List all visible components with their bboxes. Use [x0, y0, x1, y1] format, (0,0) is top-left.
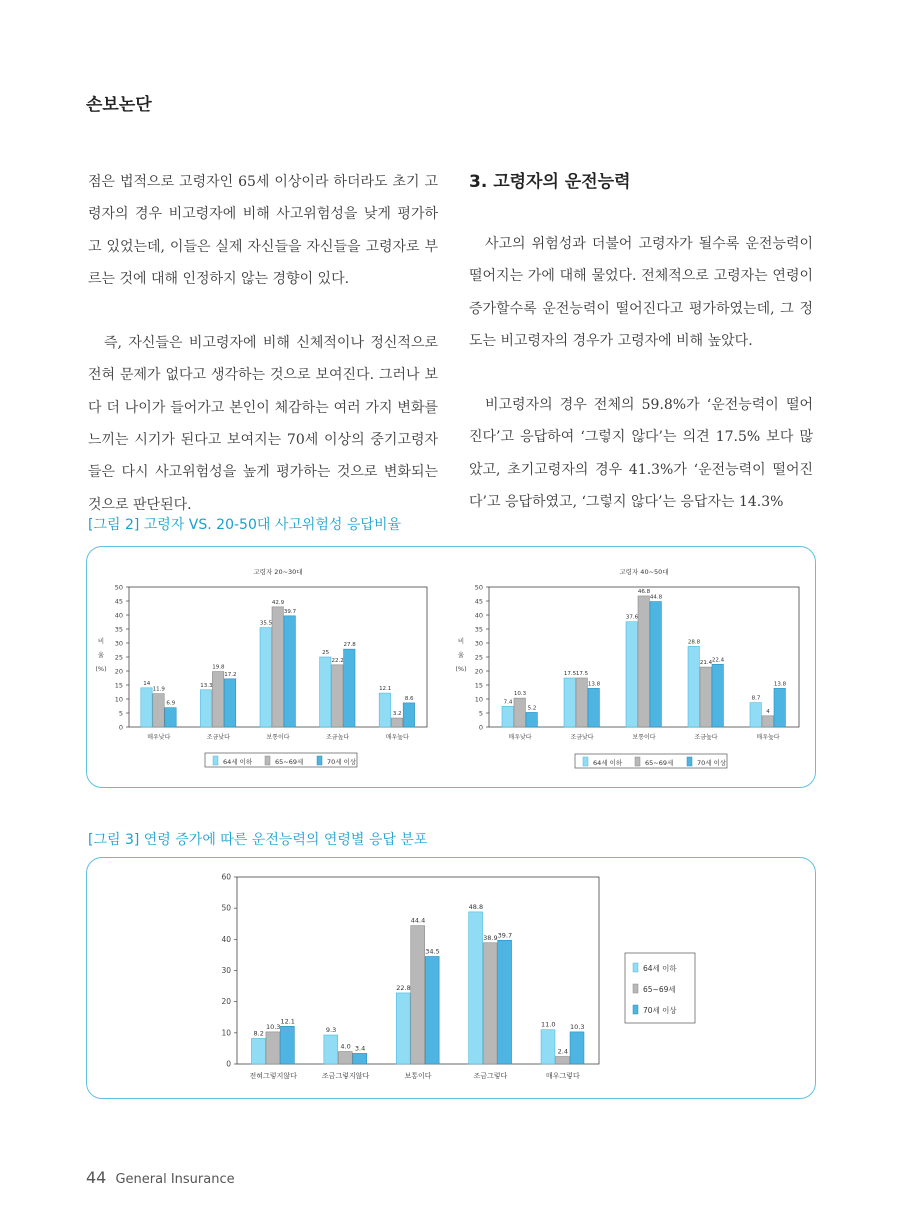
paragraph: 즉, 자신들은 비고령자에 비해 신체적이나 정신적으로 전혀 문제가 없다고 생각하는 것으로 보여진다. 그러나 보다 더 나이가 들어가고 본인이 체감하는 여러 가지 변화를 느끼는 시기가 된다고 보여지는 70세 이상의 중기고령자들은 다시 사고위험성을 높게 평가하는 것으로 변화되는 것으로 판단된다. — [88, 335, 438, 513]
data-label: 21.4 — [699, 660, 713, 667]
bar — [353, 1053, 367, 1064]
section-title: 3. 고령자의 운전능력 — [469, 172, 631, 192]
x-tick-label: 조금높다 — [326, 734, 350, 741]
legend-label: 65~69세 — [645, 759, 674, 767]
bar — [251, 1038, 265, 1064]
data-label: 2.4 — [557, 1047, 568, 1056]
y-axis-label: (%) — [455, 665, 467, 673]
bar — [324, 1035, 338, 1064]
data-label: 10.3 — [513, 691, 527, 698]
data-label: 22.2 — [331, 657, 344, 664]
section-header: 손보논단 — [86, 95, 152, 115]
figure2-caption: [그림 2] 고령자 VS. 20-50대 사고위험성 응답비율 — [88, 517, 401, 533]
x-tick-label: 매우높다 — [385, 734, 409, 741]
bar — [284, 616, 295, 727]
bar — [556, 1057, 570, 1064]
bar — [688, 646, 699, 727]
bar — [626, 622, 637, 727]
y-tick-label: 0 — [226, 1059, 231, 1069]
data-label: 17.2 — [224, 671, 237, 678]
data-label: 8.6 — [404, 695, 414, 702]
y-tick-label: 25 — [474, 653, 483, 662]
y-tick-label: 50 — [114, 583, 123, 592]
y-tick-label: 10 — [114, 695, 123, 704]
y-tick-label: 15 — [114, 681, 123, 690]
paragraph: 점은 법적으로 고령자인 65세 이상이라 하더라도 초기 고령자의 경우 비고령자에 비해 사고위험성을 낮게 평가하고 있었는데, 이들은 실제 자신들을 자신들을 고령자로 부르는 것에 대해 인정하지 않는 경향이 있다. — [88, 174, 438, 287]
data-label: 9.3 — [325, 1026, 337, 1035]
legend-label: 64세 이하 — [593, 759, 623, 767]
bar — [650, 602, 661, 727]
data-label: 13.8 — [587, 681, 601, 688]
legend-label: 64세 이하 — [643, 964, 677, 973]
bar — [266, 1032, 280, 1064]
bar — [141, 688, 152, 727]
chart-title: 고령자 40~50대 — [619, 568, 669, 576]
y-tick-label: 30 — [221, 966, 231, 975]
bar — [200, 690, 211, 727]
x-tick-label: 보통이다 — [632, 734, 656, 741]
legend-label: 70세 이상 — [697, 759, 727, 767]
bar — [526, 712, 537, 727]
right-column — [469, 166, 813, 550]
data-label: 39.7 — [283, 608, 297, 615]
y-tick-label: 0 — [118, 723, 123, 732]
data-label: 44.4 — [410, 916, 426, 925]
y-tick-label: 40 — [114, 611, 123, 620]
data-label: 19.8 — [212, 664, 225, 671]
chart-fig3 — [87, 858, 815, 1098]
data-label: 22.8 — [396, 983, 411, 992]
bar — [272, 607, 283, 727]
bar — [332, 665, 343, 727]
x-tick-label: 조금그렇지않다 — [321, 1072, 370, 1080]
data-label: 35.5 — [259, 620, 273, 627]
legend-swatch — [635, 757, 640, 766]
y-tick-label: 35 — [114, 625, 123, 634]
x-tick-label: 전혀그렇지않다 — [249, 1072, 297, 1080]
legend-swatch — [687, 757, 692, 766]
footer — [86, 1168, 235, 1187]
data-label: 12.1 — [280, 1017, 295, 1026]
data-label: 38.9 — [483, 933, 498, 942]
data-label: 34.5 — [425, 947, 440, 956]
y-axis-label: 비 — [97, 637, 105, 645]
figure3-caption: [그림 3] 연령 증가에 따른 운전능력의 연령별 응답 분포 — [88, 832, 428, 848]
bar — [391, 718, 402, 727]
y-axis-label: 비 — [457, 637, 465, 645]
y-tick-label: 10 — [474, 695, 483, 704]
bar — [762, 716, 773, 727]
figure2-panel — [86, 546, 816, 788]
bar — [483, 943, 497, 1064]
legend-swatch — [265, 756, 270, 765]
data-label: 17.5 — [563, 671, 577, 677]
data-label: 3.2 — [392, 711, 402, 718]
legend-label: 64세 이하 — [223, 758, 253, 766]
chart-fig2a — [87, 547, 447, 787]
bar — [344, 649, 355, 727]
page-number: 44 — [86, 1168, 107, 1187]
y-tick-label: 0 — [478, 723, 483, 732]
bar — [541, 1030, 555, 1064]
data-label: 44.8 — [649, 594, 663, 601]
legend-label: 65~69세 — [275, 758, 304, 766]
y-tick-label: 50 — [221, 903, 231, 913]
chart-title: 고령자 20~30대 — [253, 568, 303, 576]
y-tick-label: 45 — [474, 597, 483, 606]
y-tick-label: 50 — [474, 583, 483, 592]
data-label: 27.8 — [343, 642, 356, 649]
y-tick-label: 30 — [114, 639, 123, 648]
data-label: 46.8 — [637, 588, 651, 595]
bar — [570, 1032, 584, 1064]
y-axis-label: 율 — [97, 651, 105, 659]
paragraph: 사고의 위험성과 더불어 고령자가 될수록 운전능력이 떨어지는 가에 대해 물었다. 전체적으로 고령자는 연령이 증가할수록 운전능력이 떨어진다고 평가하였는데, 그 정도는 비고령자의 경우가 고령자에 비해 높았다. — [469, 236, 813, 349]
bar — [576, 678, 587, 727]
x-tick-label: 보통이다 — [404, 1072, 432, 1080]
bar — [469, 912, 483, 1064]
x-tick-label: 조금그렇다 — [473, 1072, 508, 1080]
x-tick-label: 조금낮다 — [206, 734, 230, 741]
bar — [153, 694, 164, 727]
legend-swatch — [317, 756, 322, 765]
bar — [338, 1052, 352, 1064]
x-tick-label: 매우낮다 — [147, 734, 171, 741]
bar — [700, 667, 711, 727]
y-tick-label: 25 — [114, 653, 123, 662]
bar — [502, 706, 513, 727]
data-label: 28.8 — [687, 639, 701, 646]
bar — [564, 678, 575, 727]
data-label: 11.9 — [152, 686, 165, 693]
bar — [498, 940, 512, 1064]
data-label: 13.8 — [773, 681, 787, 688]
legend-swatch — [633, 984, 638, 993]
bar — [774, 688, 785, 727]
x-tick-label: 보통이다 — [266, 734, 290, 741]
legend-label: 70세 이상 — [643, 1006, 677, 1015]
x-tick-label: 매우그렇다 — [545, 1072, 580, 1080]
bar — [425, 956, 439, 1064]
bar — [411, 926, 425, 1064]
x-tick-label: 조금낮다 — [570, 734, 594, 741]
y-tick-label: 5 — [478, 709, 483, 718]
legend-swatch — [583, 757, 588, 766]
data-label: 10.3 — [265, 1022, 281, 1031]
x-tick-label: 매우높다 — [756, 734, 780, 741]
bar — [260, 628, 271, 727]
data-label: 25 — [322, 650, 330, 656]
legend-label: 70세 이상 — [327, 758, 357, 766]
bar — [712, 664, 723, 727]
data-label: 37.6 — [625, 614, 639, 621]
data-label: 17.5 — [575, 671, 589, 677]
data-label: 22.4 — [711, 657, 725, 664]
bar — [320, 657, 331, 727]
data-label: 48.8 — [468, 902, 484, 911]
chart-fig2b — [447, 547, 815, 787]
bar — [750, 703, 761, 727]
data-label: 3.4 — [354, 1044, 366, 1053]
y-tick-label: 30 — [474, 639, 483, 648]
y-tick-label: 35 — [474, 625, 483, 634]
publication-name: General Insurance — [115, 1172, 235, 1187]
bar — [165, 708, 176, 727]
bar — [514, 698, 525, 727]
bar — [212, 672, 223, 727]
bar — [588, 688, 599, 727]
x-tick-label: 매우낮다 — [508, 734, 532, 741]
data-label: 10.3 — [570, 1022, 585, 1031]
legend-swatch — [633, 1005, 638, 1014]
left-column — [88, 166, 438, 553]
data-label: 6.9 — [166, 700, 176, 707]
y-tick-label: 45 — [114, 597, 123, 606]
data-label: 14 — [143, 680, 151, 687]
y-tick-label: 20 — [114, 667, 123, 676]
bar — [224, 679, 235, 727]
data-label: 8.2 — [253, 1029, 264, 1038]
x-tick-label: 조금높다 — [694, 734, 718, 741]
data-label: 39.7 — [497, 931, 513, 940]
bar — [638, 596, 649, 727]
y-tick-label: 40 — [474, 611, 483, 620]
data-label: 12.1 — [379, 686, 392, 693]
legend-label: 65~69세 — [643, 985, 676, 994]
y-tick-label: 20 — [474, 667, 483, 676]
figure3-panel — [86, 857, 816, 1099]
data-label: 13.3 — [200, 682, 213, 689]
y-tick-label: 5 — [118, 709, 123, 718]
data-label: 4 — [766, 708, 770, 715]
bar — [403, 703, 414, 727]
data-label: 5.2 — [527, 705, 537, 712]
data-label: 7.4 — [503, 699, 513, 706]
bar — [280, 1026, 294, 1064]
y-tick-label: 40 — [221, 934, 231, 944]
bar — [379, 693, 390, 727]
y-axis-label: (%) — [95, 665, 107, 673]
y-tick-label: 20 — [221, 997, 231, 1007]
paragraph: 비고령자의 경우 전체의 59.8%가 ‘운전능력이 떨어진다’고 응답하여 ‘그렇지 않다’는 의견 17.5% 보다 많았고, 초기고령자의 경우 41.3%가 ‘운전능력이 떨어진다’고 응답하였고, ‘그렇지 않다’는 응답자는 14.3% — [469, 397, 813, 511]
legend-swatch — [213, 756, 218, 765]
data-label: 8.7 — [751, 695, 761, 702]
y-axis-label: 율 — [457, 651, 465, 659]
bar — [396, 993, 410, 1064]
y-tick-label: 60 — [221, 872, 231, 882]
y-tick-label: 10 — [221, 1028, 231, 1038]
data-label: 42.9 — [271, 599, 285, 606]
legend-swatch — [633, 963, 638, 972]
data-label: 11.0 — [541, 1020, 556, 1029]
y-tick-label: 15 — [474, 681, 483, 690]
data-label: 4.0 — [340, 1042, 351, 1051]
